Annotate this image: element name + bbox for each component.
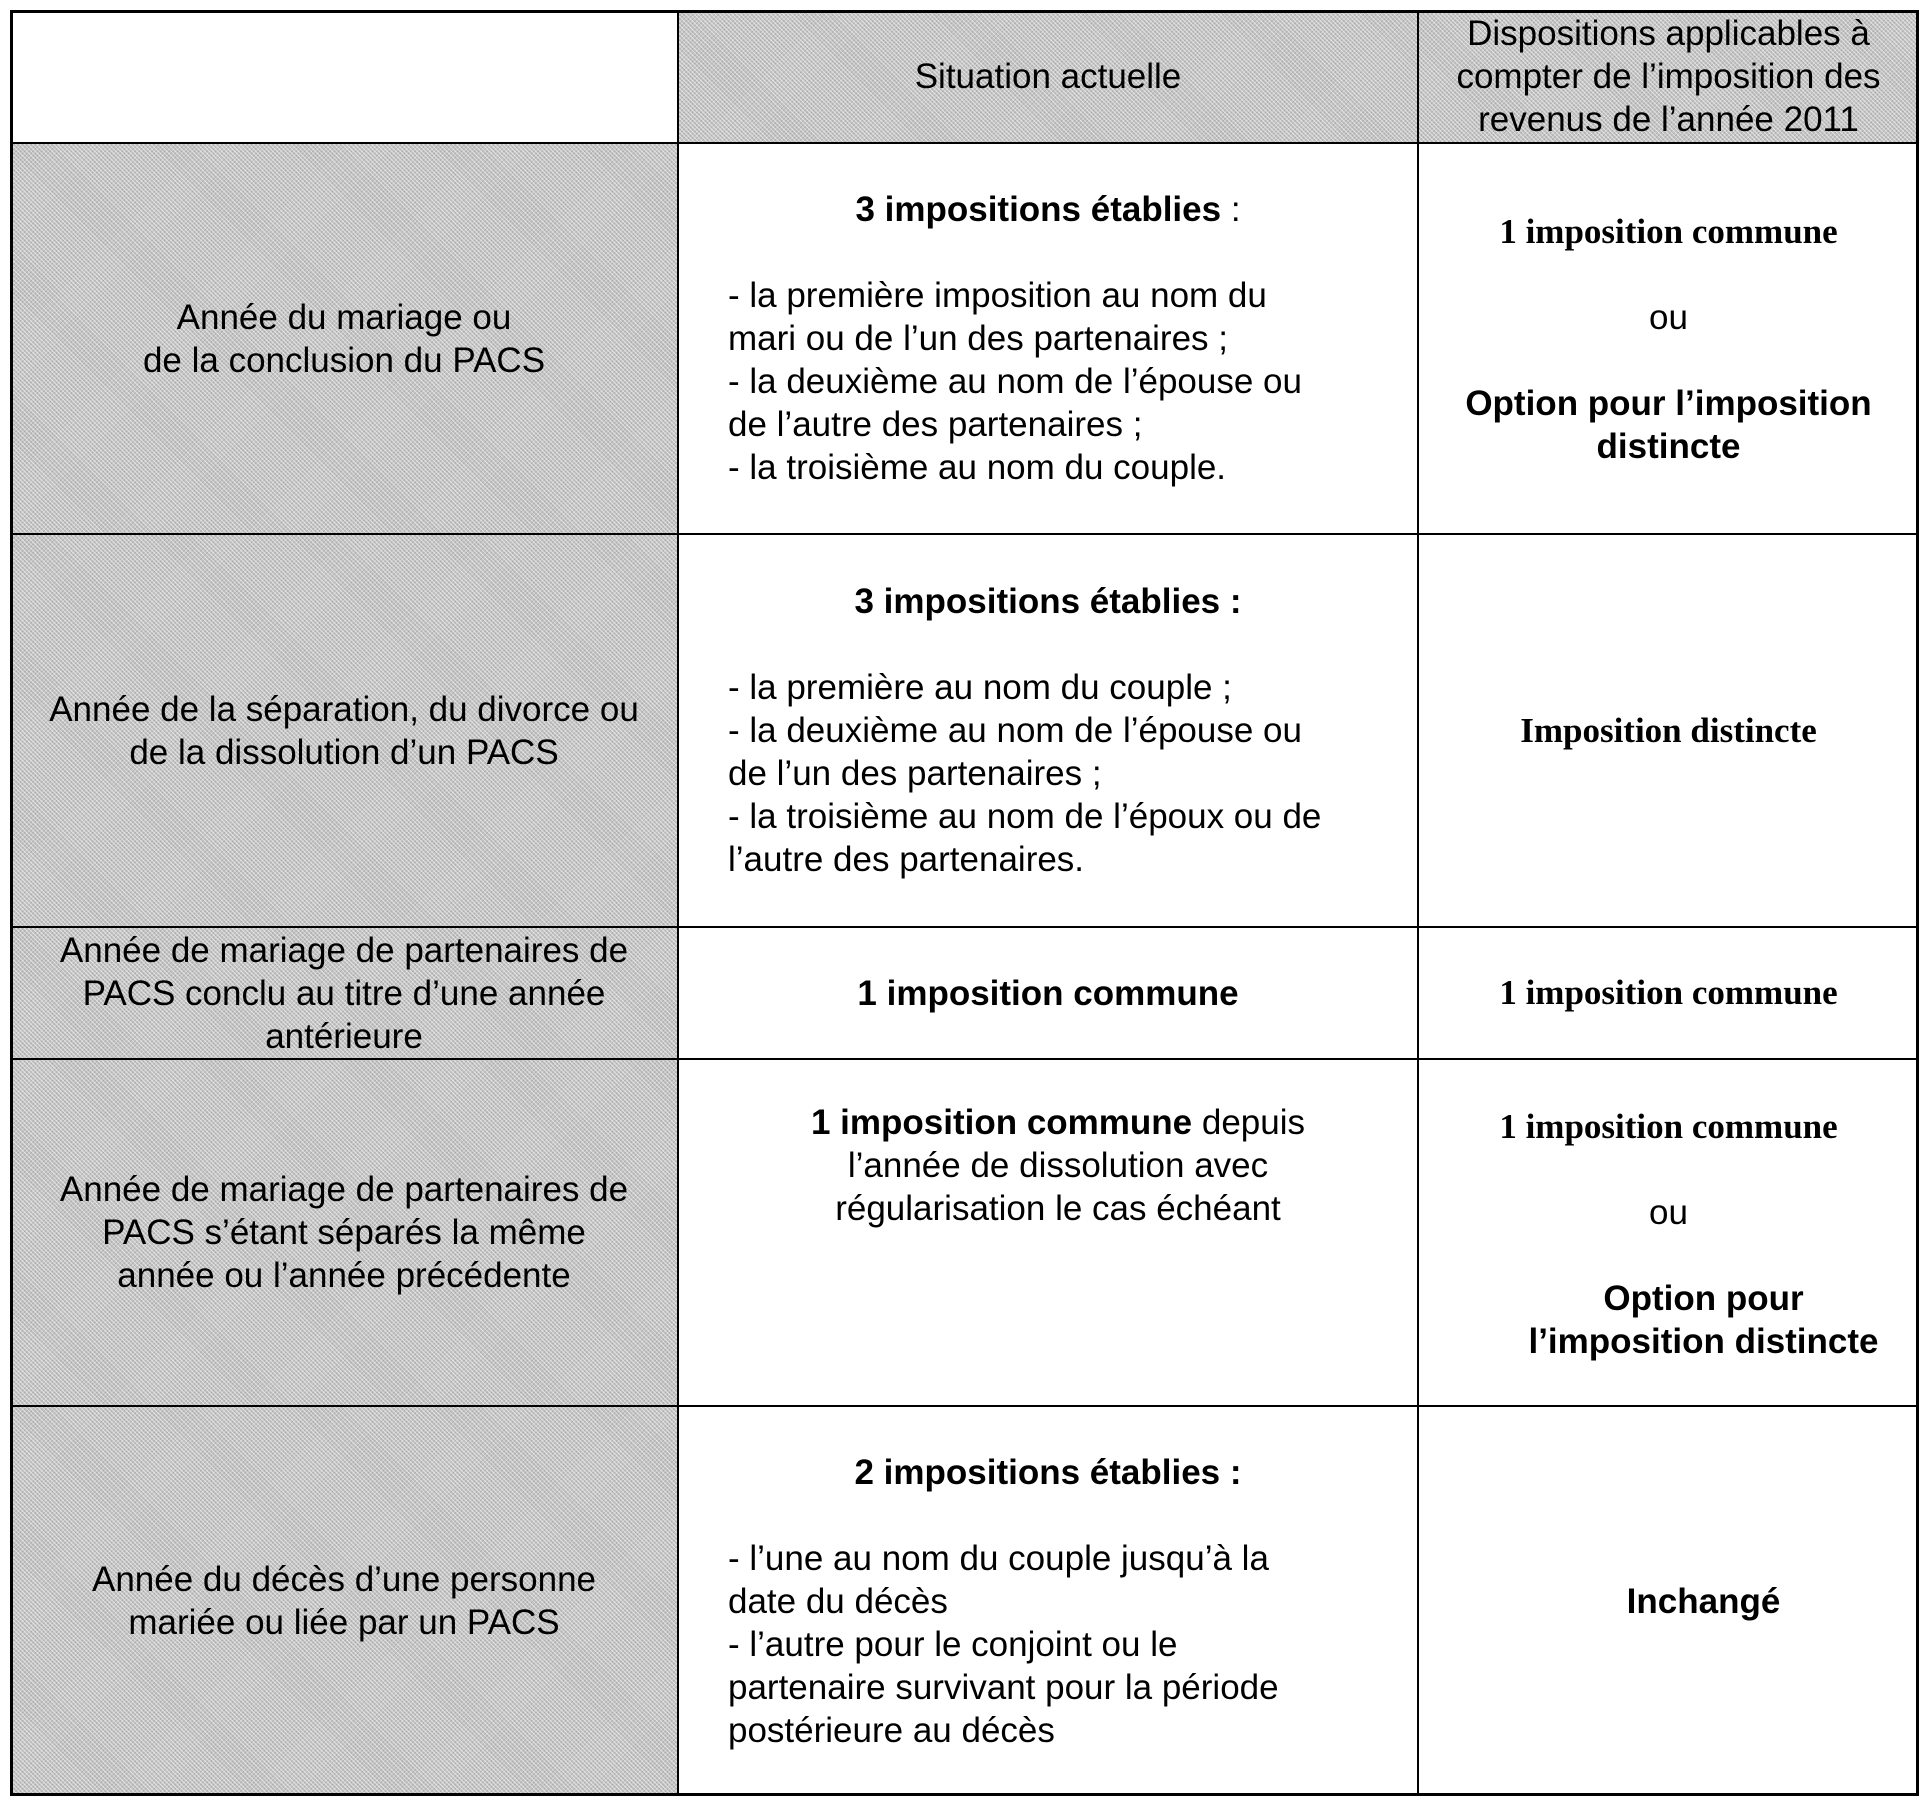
- new-or: ou: [1649, 297, 1688, 337]
- current-title-suffix: :: [1221, 190, 1241, 229]
- new-option-line: Option pour: [1603, 1279, 1804, 1318]
- row-current-separation-year: [678, 534, 1418, 927]
- current-line: - l’autre pour le conjoint ou le: [728, 1624, 1178, 1664]
- row-label-line: Année de la séparation, du divorce ou: [49, 689, 639, 729]
- row-label-separation-year: [10, 534, 678, 927]
- row-label-line: de la conclusion du PACS: [142, 340, 546, 380]
- current-line: de l’autre des partenaires ;: [728, 405, 1143, 444]
- header-new-provisions: [1418, 10, 1919, 143]
- row-divider: [10, 533, 1919, 535]
- row-label-line: mariée ou liée par un PACS: [128, 1603, 560, 1642]
- column-divider: [677, 10, 679, 1796]
- table-border-right: [1916, 10, 1919, 1796]
- header-current-label: Situation actuelle: [914, 57, 1182, 96]
- current-line: de l’un des partenaires ;: [728, 754, 1102, 793]
- row-label-line: Année du décès d’une personne: [91, 1560, 596, 1599]
- row-divider: [10, 1405, 1919, 1407]
- row-label-line: Année de mariage de partenaires de: [59, 1170, 629, 1209]
- current-line: partenaire survivant pour la période: [728, 1667, 1279, 1707]
- new-main: 1 imposition commune: [1499, 973, 1838, 1012]
- row-label-pacs-prior-year: [10, 927, 678, 1059]
- table-border-bottom: [10, 1793, 1919, 1796]
- row-new-separation-year: [1418, 534, 1919, 927]
- row-label-death-year: [10, 1406, 678, 1796]
- new-or: ou: [1649, 1193, 1688, 1232]
- new-option-line: distincte: [1596, 426, 1741, 466]
- current-line: date du décès: [728, 1581, 948, 1621]
- column-divider: [1417, 10, 1419, 1796]
- row-current-marriage-year: [678, 143, 1418, 534]
- row-label-line: année ou l’année précédente: [117, 1256, 571, 1295]
- new-option-line: l’imposition distincte: [1528, 1322, 1879, 1361]
- header-new-line-1: Dispositions applicables à: [1467, 14, 1870, 53]
- row-new-pacs-prior-year: [1418, 927, 1919, 1059]
- current-line: - la première au nom du couple ;: [728, 668, 1232, 707]
- current-line: mari ou de l’un des partenaires ;: [728, 319, 1228, 358]
- header-empty-cell: [10, 10, 678, 143]
- row-current-death-year: [678, 1406, 1418, 1796]
- row-divider: [10, 1058, 1919, 1060]
- current-line: - la deuxième au nom de l’épouse ou: [728, 711, 1302, 750]
- new-main: 1 imposition commune: [1499, 1107, 1838, 1146]
- header-current-situation: [678, 10, 1418, 143]
- current-title: 3 impositions établies :: [854, 582, 1242, 621]
- current-title: 3 impositions établies: [855, 190, 1222, 229]
- table-border-left: [10, 10, 13, 1796]
- current-line: - la deuxième au nom de l’épouse ou: [728, 362, 1302, 401]
- row-divider: [10, 926, 1919, 928]
- row-label-pacs-separated: [10, 1059, 678, 1406]
- row-divider: [10, 142, 1919, 144]
- row-new-death-year: [1418, 1406, 1919, 1796]
- row-current-pacs-separated: [678, 1059, 1418, 1406]
- new-option-line: Option pour l’imposition: [1465, 383, 1872, 423]
- current-title: 1 imposition commune: [810, 1103, 1193, 1142]
- row-label-marriage-year: [10, 143, 678, 534]
- row-label-line: PACS s’étant séparés la même: [102, 1213, 586, 1252]
- current-line: l’autre des partenaires.: [728, 840, 1085, 879]
- current-title: 1 imposition commune: [857, 973, 1239, 1013]
- row-label-line: Année de mariage de partenaires de: [59, 930, 629, 970]
- header-new-line-3: revenus de l’année 2011: [1478, 100, 1859, 139]
- current-line: postérieure au décès: [728, 1710, 1055, 1750]
- new-main: Inchangé: [1626, 1581, 1781, 1621]
- row-label-line: antérieure: [265, 1016, 423, 1056]
- current-title-suffix: depuis: [1192, 1103, 1306, 1142]
- row-current-pacs-prior-year: [678, 927, 1418, 1059]
- row-label-line: Année du mariage ou: [176, 297, 512, 337]
- current-line: - la troisième au nom de l’époux ou de: [728, 797, 1322, 836]
- new-main: 1 imposition commune: [1499, 211, 1838, 251]
- current-line: - la première imposition au nom du: [728, 276, 1267, 315]
- current-title: 2 impositions établies :: [854, 1452, 1242, 1492]
- comparison-table: [10, 10, 1919, 1796]
- current-line: - l’une au nom du couple jusqu’à la: [728, 1538, 1269, 1578]
- row-label-line: de la dissolution d’un PACS: [129, 732, 559, 772]
- current-line: - la troisième au nom du couple.: [728, 448, 1227, 487]
- current-line: l’année de dissolution avec: [847, 1146, 1269, 1185]
- current-line: régularisation le cas échéant: [835, 1189, 1281, 1228]
- table-border-top: [10, 10, 1919, 13]
- row-new-pacs-separated: [1418, 1059, 1919, 1406]
- row-label-line: PACS conclu au titre d’une année: [82, 973, 606, 1013]
- new-main: Imposition distincte: [1520, 710, 1817, 750]
- header-new-line-2: compter de l’imposition des: [1456, 57, 1881, 96]
- row-new-marriage-year: [1418, 143, 1919, 534]
